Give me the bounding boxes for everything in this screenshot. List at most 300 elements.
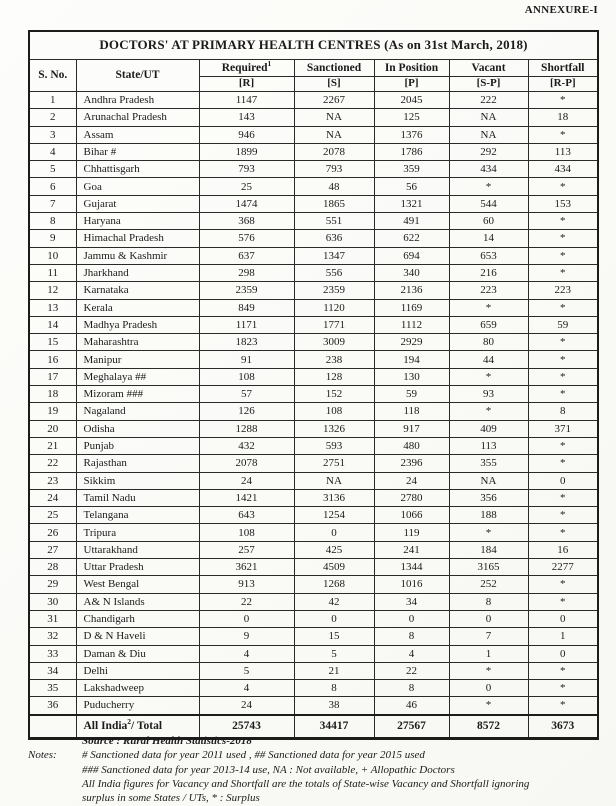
in-position-cell: 1786 [374,143,449,160]
shortfall-cell: 434 [528,161,598,178]
in-position-cell: 2396 [374,455,449,472]
sanctioned-cell: 556 [294,264,374,281]
sno-cell: 27 [29,541,76,558]
state-cell: Andhra Pradesh [76,92,199,109]
table-row [29,437,598,454]
state-cell: West Bengal [76,576,199,593]
shortfall-cell: * [528,247,598,264]
sanctioned-cell: 0 [294,524,374,541]
in-position-cell: 59 [374,386,449,403]
state-cell: Punjab [76,437,199,454]
vacant-cell: 356 [449,489,528,506]
state-cell: Jharkhand [76,264,199,281]
sno-cell: 14 [29,316,76,333]
table-row [29,697,598,715]
sanctioned-cell: 3009 [294,334,374,351]
vacant-cell: 93 [449,386,528,403]
state-cell: Sikkim [76,472,199,489]
state-cell: Goa [76,178,199,195]
total-in-position-cell: 27567 [374,715,449,739]
required-label: Required [221,61,268,74]
required-cell: 143 [199,109,294,126]
in-position-cell: 2929 [374,334,449,351]
state-cell: Meghalaya ## [76,368,199,385]
table-row [29,92,598,109]
sanctioned-cell: 48 [294,178,374,195]
sno-cell: 3 [29,126,76,143]
required-footnote-sup: 1 [267,59,272,68]
sanctioned-cell: 5 [294,645,374,662]
state-cell: Arunachal Pradesh [76,109,199,126]
state-cell: Kerala [76,299,199,316]
total-required-cell: 25743 [199,715,294,739]
shortfall-cell: * [528,697,598,715]
in-position-cell: 1321 [374,195,449,212]
sno-cell: 10 [29,247,76,264]
state-cell: Uttarakhand [76,541,199,558]
table-title-row [29,31,598,60]
header-main-row [29,60,598,77]
shortfall-cell: 0 [528,645,598,662]
sanctioned-cell: 108 [294,403,374,420]
vacant-cell: 653 [449,247,528,264]
required-cell: 22 [199,593,294,610]
shortfall-cell: * [528,92,598,109]
col-subheader-p: [P] [374,77,449,92]
required-cell: 24 [199,697,294,715]
required-cell: 1147 [199,92,294,109]
total-shortfall-cell: 3673 [528,715,598,739]
table-row [29,126,598,143]
footer-notes [28,735,588,806]
required-cell: 2078 [199,455,294,472]
state-cell: Bihar # [76,143,199,160]
table-row [29,386,598,403]
table-row [29,559,598,576]
state-cell: Karnataka [76,282,199,299]
required-cell: 25 [199,178,294,195]
required-cell: 432 [199,437,294,454]
sanctioned-cell: 1120 [294,299,374,316]
state-cell: Delhi [76,662,199,679]
vacant-cell: 292 [449,143,528,160]
required-cell: 1288 [199,420,294,437]
sno-cell: 36 [29,697,76,715]
required-cell: 946 [199,126,294,143]
vacant-cell: 355 [449,455,528,472]
sno-cell: 25 [29,507,76,524]
shortfall-cell: 1 [528,628,598,645]
sno-cell: 29 [29,576,76,593]
state-cell: Daman & Diu [76,645,199,662]
table-row [29,645,598,662]
state-cell: Haryana [76,213,199,230]
in-position-cell: 2136 [374,282,449,299]
required-cell: 298 [199,264,294,281]
required-cell: 1474 [199,195,294,212]
vacant-cell: 222 [449,92,528,109]
in-position-cell: 46 [374,697,449,715]
sanctioned-cell: 551 [294,213,374,230]
sno-cell: 33 [29,645,76,662]
shortfall-cell: 153 [528,195,598,212]
vacant-cell: 8 [449,593,528,610]
in-position-cell: 491 [374,213,449,230]
state-cell: Lakshadweep [76,680,199,697]
table-row [29,282,598,299]
sno-cell: 30 [29,593,76,610]
required-cell: 1171 [199,316,294,333]
table-row [29,368,598,385]
in-position-cell: 125 [374,109,449,126]
sno-cell: 4 [29,143,76,160]
in-position-cell: 1112 [374,316,449,333]
required-cell: 1823 [199,334,294,351]
table-row [29,507,598,524]
col-subheader-sp: [S-P] [449,77,528,92]
shortfall-cell: 18 [528,109,598,126]
state-cell: Telangana [76,507,199,524]
table-row [29,593,598,610]
in-position-cell: 194 [374,351,449,368]
sno-cell: 26 [29,524,76,541]
vacant-cell: * [449,403,528,420]
total-vacant-cell: 8572 [449,715,528,739]
vacant-cell: * [449,662,528,679]
table-row [29,403,598,420]
required-cell: 126 [199,403,294,420]
vacant-cell: 7 [449,628,528,645]
shortfall-cell: 0 [528,472,598,489]
shortfall-cell: 0 [528,610,598,627]
total-label: All India [83,719,128,732]
sanctioned-cell: 1326 [294,420,374,437]
table-row [29,334,598,351]
shortfall-cell: * [528,576,598,593]
in-position-cell: 1169 [374,299,449,316]
vacant-cell: 544 [449,195,528,212]
vacant-cell: 0 [449,680,528,697]
table-header [29,31,598,92]
vacant-cell: 188 [449,507,528,524]
in-position-cell: 1376 [374,126,449,143]
shortfall-cell: * [528,230,598,247]
shortfall-cell: 59 [528,316,598,333]
in-position-cell: 917 [374,420,449,437]
state-cell: Manipur [76,351,199,368]
state-cell: Chandigarh [76,610,199,627]
source-line: Source : Rural Health Statistics-2018 [82,735,252,747]
state-cell: Mizoram ### [76,386,199,403]
required-cell: 9 [199,628,294,645]
sno-cell: 1 [29,92,76,109]
in-position-cell: 119 [374,524,449,541]
vacant-cell: 1 [449,645,528,662]
sanctioned-cell: 1268 [294,576,374,593]
sanctioned-cell: 1771 [294,316,374,333]
vacant-cell: NA [449,109,528,126]
sanctioned-cell: NA [294,126,374,143]
col-header-sanctioned: Sanctioned [294,60,374,77]
in-position-cell: 340 [374,264,449,281]
vacant-cell: 184 [449,541,528,558]
vacant-cell: 14 [449,230,528,247]
required-cell: 91 [199,351,294,368]
shortfall-cell: * [528,507,598,524]
sanctioned-cell: 2267 [294,92,374,109]
doctors-phc-table [28,30,599,740]
sanctioned-cell: NA [294,109,374,126]
vacant-cell: 60 [449,213,528,230]
col-subheader-rp: [R-P] [528,77,598,92]
col-subheader-s: [S] [294,77,374,92]
sno-cell: 32 [29,628,76,645]
required-cell: 368 [199,213,294,230]
sno-cell: 28 [29,559,76,576]
in-position-cell: 22 [374,662,449,679]
vacant-cell: 223 [449,282,528,299]
sanctioned-cell: 2359 [294,282,374,299]
required-cell: 108 [199,524,294,541]
col-header-state: State/UT [76,60,199,92]
state-cell: Tamil Nadu [76,489,199,506]
table-row [29,143,598,160]
shortfall-cell: * [528,178,598,195]
state-cell: Odisha [76,420,199,437]
in-position-cell: 24 [374,472,449,489]
in-position-cell: 4 [374,645,449,662]
table-row [29,213,598,230]
required-cell: 24 [199,472,294,489]
vacant-cell: * [449,178,528,195]
sno-cell: 16 [29,351,76,368]
vacant-cell: 659 [449,316,528,333]
sno-cell: 2 [29,109,76,126]
vacant-cell: NA [449,472,528,489]
note-line-3: All India figures for Vacancy and Shortfall are the totals of State-wise Vacancy and Shortfall ignoring surplus in some States / UTs, * : Surplus [82,778,530,804]
in-position-cell: 241 [374,541,449,558]
sanctioned-cell: 15 [294,628,374,645]
table-title: DOCTORS' AT PRIMARY HEALTH CENTRES (As on 31st March, 2018) [29,31,598,60]
in-position-cell: 622 [374,230,449,247]
col-subheader-r: [R] [199,77,294,92]
table-body [29,92,598,715]
required-cell: 3621 [199,559,294,576]
table-row [29,247,598,264]
sanctioned-cell: 0 [294,610,374,627]
table-row [29,662,598,679]
shortfall-cell: 113 [528,143,598,160]
table-row [29,195,598,212]
sanctioned-cell: 4509 [294,559,374,576]
table-row [29,680,598,697]
table-row [29,264,598,281]
shortfall-cell: * [528,662,598,679]
table-row [29,489,598,506]
table-row [29,109,598,126]
in-position-cell: 2780 [374,489,449,506]
sno-cell: 6 [29,178,76,195]
shortfall-cell: * [528,334,598,351]
note-line-1: # Sanctioned data for year 2011 used , ## Sanctioned data for year 2015 used [82,749,425,762]
shortfall-cell: * [528,299,598,316]
col-header-required [199,60,294,77]
sanctioned-cell: 238 [294,351,374,368]
state-cell: Puducherry [76,697,199,715]
sanctioned-cell: 128 [294,368,374,385]
state-cell: Chhattisgarh [76,161,199,178]
total-sanctioned-cell: 34417 [294,715,374,739]
required-cell: 637 [199,247,294,264]
shortfall-cell: * [528,264,598,281]
required-cell: 4 [199,645,294,662]
sanctioned-cell: 152 [294,386,374,403]
vacant-cell: 80 [449,334,528,351]
sno-cell: 19 [29,403,76,420]
col-header-sno: S. No. [29,60,76,92]
in-position-cell: 34 [374,593,449,610]
table-row [29,576,598,593]
sno-cell: 8 [29,213,76,230]
table-row [29,541,598,558]
table-row [29,628,598,645]
vacant-cell: 113 [449,437,528,454]
in-position-cell: 359 [374,161,449,178]
table-row [29,420,598,437]
shortfall-cell: 2277 [528,559,598,576]
in-position-cell: 8 [374,628,449,645]
sno-cell: 7 [29,195,76,212]
sno-cell: 20 [29,420,76,437]
vacant-cell: * [449,524,528,541]
state-cell: Assam [76,126,199,143]
sno-cell: 34 [29,662,76,679]
col-header-shortfall: Shortfall [528,60,598,77]
required-cell: 108 [199,368,294,385]
sanctioned-cell: 42 [294,593,374,610]
required-cell: 57 [199,386,294,403]
table-row [29,161,598,178]
sanctioned-cell: 2078 [294,143,374,160]
vacant-cell: 0 [449,610,528,627]
in-position-cell: 1344 [374,559,449,576]
table-row [29,351,598,368]
notes-text [82,749,552,806]
state-cell: D & N Haveli [76,628,199,645]
sno-cell: 17 [29,368,76,385]
sanctioned-cell: 8 [294,680,374,697]
in-position-cell: 0 [374,610,449,627]
shortfall-cell: 371 [528,420,598,437]
state-cell: Jammu & Kashmir [76,247,199,264]
in-position-cell: 118 [374,403,449,420]
vacant-cell: 216 [449,264,528,281]
note-line-2: ### Sanctioned data for year 2013-14 use, NA : Not available, + Allopathic Doctors [82,763,455,776]
sanctioned-cell: 1865 [294,195,374,212]
annexure-label: ANNEXURE-I [524,4,598,16]
vacant-cell: 434 [449,161,528,178]
shortfall-cell: * [528,437,598,454]
shortfall-cell: 223 [528,282,598,299]
required-cell: 913 [199,576,294,593]
required-cell: 849 [199,299,294,316]
in-position-cell: 1016 [374,576,449,593]
required-cell: 0 [199,610,294,627]
sanctioned-cell: 1254 [294,507,374,524]
in-position-cell: 2045 [374,92,449,109]
shortfall-cell: * [528,489,598,506]
vacant-cell: * [449,299,528,316]
vacant-cell: 409 [449,420,528,437]
notes-label: Notes: [28,749,57,762]
sno-cell: 31 [29,610,76,627]
vacant-cell: 3165 [449,559,528,576]
vacant-cell: * [449,368,528,385]
sno-cell: 11 [29,264,76,281]
required-cell: 4 [199,680,294,697]
shortfall-cell: * [528,593,598,610]
required-cell: 1899 [199,143,294,160]
state-cell: Maharashtra [76,334,199,351]
state-cell: Gujarat [76,195,199,212]
table-row [29,524,598,541]
sno-cell: 24 [29,489,76,506]
required-cell: 257 [199,541,294,558]
sanctioned-cell: NA [294,472,374,489]
table-row [29,299,598,316]
sno-cell: 12 [29,282,76,299]
sno-cell: 5 [29,161,76,178]
sno-cell: 9 [29,230,76,247]
required-cell: 576 [199,230,294,247]
vacant-cell: NA [449,126,528,143]
state-cell: A& N Islands [76,593,199,610]
state-cell: Rajasthan [76,455,199,472]
sno-cell: 23 [29,472,76,489]
table-row [29,178,598,195]
required-cell: 793 [199,161,294,178]
state-cell: Nagaland [76,403,199,420]
vacant-cell: * [449,697,528,715]
sanctioned-cell: 636 [294,230,374,247]
vacant-cell: 44 [449,351,528,368]
state-cell: Tripura [76,524,199,541]
shortfall-cell: * [528,351,598,368]
table-row [29,472,598,489]
in-position-cell: 8 [374,680,449,697]
in-position-cell: 694 [374,247,449,264]
in-position-cell: 1066 [374,507,449,524]
shortfall-cell: * [528,213,598,230]
table-row [29,610,598,627]
table-row [29,316,598,333]
vacant-cell: 252 [449,576,528,593]
sno-cell: 18 [29,386,76,403]
sanctioned-cell: 3136 [294,489,374,506]
col-header-in-position: In Position [374,60,449,77]
shortfall-cell: 16 [528,541,598,558]
required-cell: 643 [199,507,294,524]
col-header-vacant: Vacant [449,60,528,77]
shortfall-cell: 8 [528,403,598,420]
sanctioned-cell: 425 [294,541,374,558]
shortfall-cell: * [528,680,598,697]
sanctioned-cell: 21 [294,662,374,679]
sanctioned-cell: 2751 [294,455,374,472]
shortfall-cell: * [528,524,598,541]
table-row [29,230,598,247]
state-cell: Himachal Pradesh [76,230,199,247]
